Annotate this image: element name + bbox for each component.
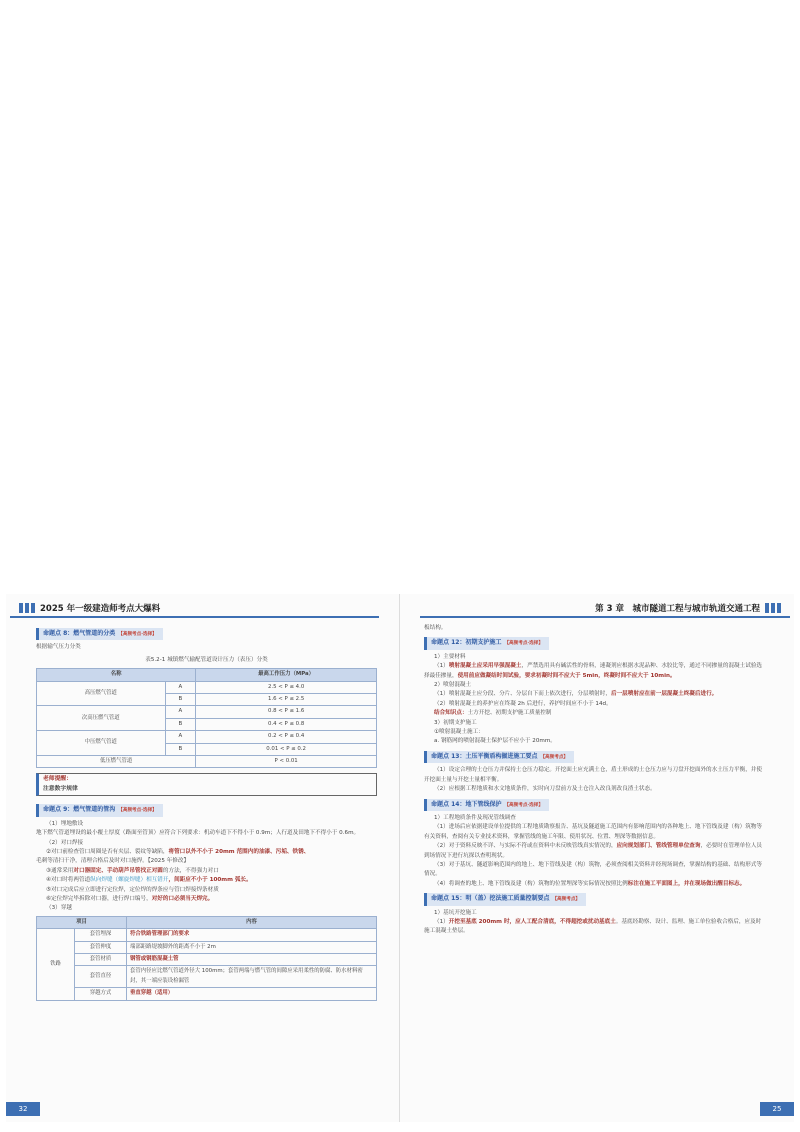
- paragraph: ②对口前检查管口周圈是否有夹层、裂纹等缺陷，将管口以外不小于 20mm 范围内的油漆、污垢、铁锈、: [46, 848, 310, 855]
- section-heading: （2）对口焊接: [46, 839, 84, 846]
- table-caption: 表5.2-1 城镇燃气输配管道设计压力（表压）分类: [145, 656, 268, 663]
- paragraph: ③通常采用对口器固定、手动葫芦吊管找正对圆的方法，不得强力对口: [46, 867, 219, 874]
- right-page: [400, 594, 794, 1122]
- paragraph: （4）将调查的地上、地下管线及建（构）筑物的位置埋深等实际情况按照比例标注在施工平面图上，并在现场做出醒目标志。: [434, 880, 746, 887]
- key-point-8: 命题点 8：燃气管道的分类 【高频考点·选择】: [36, 628, 163, 640]
- paragraph: ⑤对口完成后应立即进行定位焊，定位焊的焊条应与管口焊接焊条材质: [46, 886, 219, 893]
- paragraph: 毛刺等清扫干净，清理合格后及时对口施焊。【2025 年修改】: [36, 858, 190, 865]
- section-heading: 1）工程地质条件及现况管线调查: [434, 814, 516, 821]
- key-point-9: 命题点 9：燃气管道的管沟 【高频考点·选择】: [36, 804, 163, 816]
- table-row: 套管伸度 端部距路堤坡脚外的距离不小于 2m: [37, 941, 377, 953]
- table-row: 低压燃气管道 P < 0.01: [37, 756, 377, 768]
- right-page-number: 25: [760, 1102, 794, 1116]
- table-row: 中压燃气管道 A 0.2 < P ≤ 0.4: [37, 731, 377, 743]
- key-point-12: 命题点 12：初期支护施工 【高频考点·选择】: [424, 637, 549, 649]
- teacher-tip: [36, 773, 377, 796]
- left-running-header: [10, 600, 379, 618]
- left-page: [6, 594, 400, 1122]
- key-point-15: 命题点 15：明（盖）挖法施工质量控制要点 【高频考点】: [424, 893, 586, 905]
- tip-body: 注意数字规律: [43, 785, 78, 792]
- paragraph: （2）对于资料反映不详、与实际不符或在资料中未反映管线真实情况的，应向规划部门、管线管理单位查询，必要时在管理单位人员到场情况下进行坑探以查明现状。: [424, 843, 763, 859]
- table-row: 套管直径 套管内径应比燃气管道外径大 100mm；套管两端与燃气管的间隙应采用柔性的防腐、防水材料密封，其一端应装设检漏管: [37, 966, 377, 988]
- paragraph: （2）应根据工程地质和水文地质条件，实时向刀盘前方及土仓注入改良剂改良渣土状态。: [434, 786, 656, 793]
- paragraph: 板结构。: [424, 625, 447, 631]
- pressure-table: 名称 最高工作压力（MPa） 高压燃气管道 A 2.5 < P ≤ 4.0 B 1.6 < P ≤ 2.5 次高压燃气管道 A 0.8 < P ≤ 1.6 B 0.4 < P ≤ 0.8 中压燃气管道 A 0.2 < P ≤ 0.4 B 0.01 < P ≤ 0.2 低压燃气管道 P < 0.01: [36, 668, 377, 768]
- right-running-header: [420, 600, 790, 618]
- header-bars-icon: [19, 603, 35, 613]
- paragraph: （1）喷射混凝土应分段、分片、分层自下而上依次进行，分层喷射时，后一层喷射应在前一层混凝土终凝后进行。: [434, 691, 718, 698]
- section-heading: （3）穿越: [46, 905, 72, 912]
- section-heading: 1）主要材料: [434, 653, 466, 660]
- paragraph: （1）喷射混凝土应采用早强混凝土，严禁选用具有碱活性的骨料，速凝剂应根据水泥品种、水胶比等，通过不同掺量的混凝土试验选择最佳掺量，使用前应做凝结时间试验，要求初凝时间不应大于 5min，终凝时间不应大于 10min。: [424, 663, 763, 679]
- left-header-title: 2025 年一级建造师考点大爆料: [40, 604, 161, 614]
- table-row: 套管材质 钢管或钢筋混凝土管: [37, 953, 377, 965]
- table-row: 高压燃气管道 A 2.5 < P ≤ 4.0: [37, 681, 377, 693]
- book-spread: [6, 594, 794, 1122]
- paragraph: （3）对于基坑、隧道影响范围内的地上、地下管线及建（构）筑物，必须查阅相关资料并经现场调查，掌握结构的基础、结构形式等情况。: [424, 861, 762, 878]
- paragraph: 地下燃气管道埋设的最小覆土厚度（路面至管顶）应符合下列要求：机动车道下不得小于 0.9m；人行道及田地下不得小于 0.6m。: [36, 830, 360, 837]
- crossing-table: 项目 内容 铁路 套管埋深 符合铁路管理部门的要求 套管伸度 端部距路堤坡脚外的距离不小于 2m 套管材质 钢管或钢筋混凝土管 套管直径 套管内径应比燃气管道外径大 100mm；套管两端与燃气管的间隙应采用柔性的防腐、防水材料密封，其一端应装设检漏管 穿越方式 垂直穿越（适用）: [36, 916, 377, 1001]
- right-header-title: 第 3 章 城市隧道工程与城市轨道交通工程: [595, 604, 760, 614]
- right-content: [424, 624, 764, 937]
- tip-title: 老师提醒：: [43, 776, 72, 783]
- key-point-13: 命题点 13：土压平衡盾构掘进施工要点 【高频考点】: [424, 751, 574, 763]
- table-row: 次高压燃气管道 A 0.8 < P ≤ 1.6: [37, 706, 377, 718]
- table-row: B 0.01 < P ≤ 0.2: [37, 743, 377, 755]
- table-row: B 0.4 < P ≤ 0.8: [37, 718, 377, 730]
- paragraph: ④对口时将两管道纵向焊缝（螺旋焊缝）相互错开，间距应不小于 100mm 弧长。: [46, 877, 252, 884]
- table-row: B 1.6 < P ≤ 2.5: [37, 694, 377, 706]
- paragraph: a. 钢筋网的喷射混凝土保护层不应小于 20mm。: [434, 738, 556, 745]
- paragraph: （2）喷射混凝土的养护应在终凝 2h 后进行，养护时间应不小于 14d。: [434, 700, 612, 707]
- paragraph: 结合知识点：土方开挖、初期支护施工质量控制: [434, 710, 552, 717]
- table-row: 穿越方式 垂直穿越（适用）: [37, 988, 377, 1000]
- section-heading: 1）基坑开挖施工: [434, 909, 477, 916]
- paragraph: ⑥定位焊完毕拆除对口器，进行焊口编号，对好的口必须当天焊完。: [46, 895, 214, 902]
- header-bars-icon: [765, 603, 781, 613]
- paragraph: （1）开挖至基底 200mm 时，应人工配合清底，不得超挖或扰动基底土。基底经勘察、设计、监理、施工单位验收合格后，应及时施工混凝土垫层。: [424, 918, 762, 935]
- section-heading: 3）初期支护施工: [434, 719, 477, 726]
- paragraph: （1）进场后应依据建设单位提供的工程地质勘察报告、基坑及隧道施工范围内有影响范围内的各种地上、地下管线及建（构）筑物等有关资料，查阅有关专业技术资料，掌握管线的施工年限、使用状况、位置、埋深等数据信息。: [424, 824, 762, 840]
- left-content: [36, 624, 377, 1001]
- intro-text: 根据输气压力分类: [36, 644, 81, 651]
- table-row: 铁路 套管埋深 符合铁路管理部门的要求: [37, 929, 377, 941]
- paragraph: （1）设定合理的土仓压力并保持土仓压力稳定。开挖面土应充满土仓，盾土形成的土仓压力应与刀盘开挖面外的水土压力平衡，并使开挖面土量与开挖土量相平衡。: [424, 767, 762, 783]
- paragraph: ①喷射混凝土施工：: [434, 729, 484, 736]
- key-point-14: 命题点 14：地下管线保护 【高频考点·选择】: [424, 799, 549, 811]
- section-heading: （1）埋地敷设: [46, 820, 84, 827]
- section-heading: 2）喷射混凝土: [434, 682, 472, 689]
- left-page-number: 32: [6, 1102, 40, 1116]
